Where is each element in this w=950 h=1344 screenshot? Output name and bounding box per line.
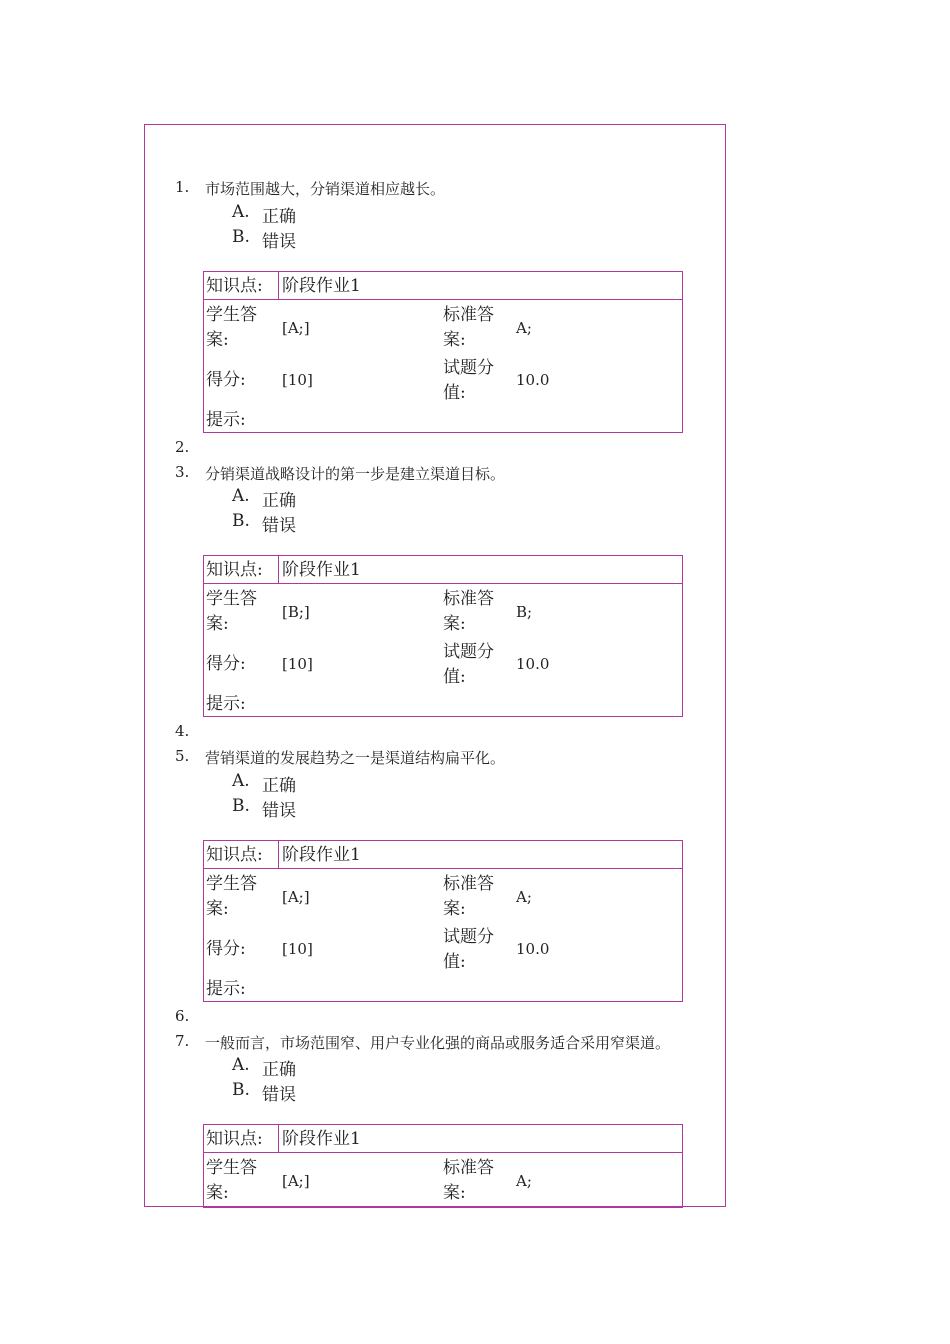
answer-info-table — [203, 555, 683, 717]
standard-answer-value: A; — [516, 319, 532, 337]
option-text: 错误 — [262, 801, 296, 821]
option-text: 正确 — [262, 491, 296, 511]
standard-answer-label-1: 标准答 — [443, 874, 494, 894]
hint-label: 提示: — [206, 410, 246, 430]
knowledge-label: 知识点: — [206, 276, 263, 296]
option-text: 错误 — [262, 1085, 296, 1105]
student-answer-label-1: 学生答 — [206, 874, 257, 894]
option-text: 正确 — [262, 776, 296, 796]
value-label-2: 值: — [443, 667, 466, 687]
option-text: 错误 — [262, 232, 296, 252]
standard-answer-label-2: 案: — [443, 614, 466, 634]
score-label: 得分: — [206, 654, 246, 674]
student-answer-label-2: 案: — [206, 899, 229, 919]
knowledge-label: 知识点: — [206, 560, 263, 580]
hint-label: 提示: — [206, 979, 246, 999]
standard-answer-label-1: 标准答 — [443, 589, 494, 609]
value-label-2: 值: — [443, 952, 466, 972]
student-answer-value: [A;] — [282, 888, 310, 906]
student-answer-label-2: 案: — [206, 1183, 229, 1203]
option-text: 正确 — [262, 1060, 296, 1080]
student-answer-label-2: 案: — [206, 614, 229, 634]
question-number: 7. — [175, 1032, 190, 1050]
value-label-1: 试题分 — [443, 358, 494, 378]
standard-answer-label-2: 案: — [443, 1183, 466, 1203]
question-text: 市场范围越大，分销渠道相应越长。 — [205, 180, 446, 198]
value-label-1: 试题分 — [443, 642, 494, 662]
option-letter: A. — [232, 1055, 250, 1075]
knowledge-label: 知识点: — [206, 1129, 263, 1149]
option-letter: A. — [232, 486, 250, 506]
answer-info-table — [203, 840, 683, 1002]
option-letter: B. — [232, 1080, 250, 1100]
student-answer-value: [A;] — [282, 319, 310, 337]
value-label-1: 试题分 — [443, 927, 494, 947]
question-number: 4. — [175, 722, 190, 740]
standard-answer-value: A; — [516, 1172, 532, 1190]
value-value: 10.0 — [516, 655, 550, 673]
standard-answer-label-1: 标准答 — [443, 305, 494, 325]
option-letter: B. — [232, 227, 250, 247]
score-value: [10] — [282, 371, 313, 389]
option-letter: A. — [232, 771, 250, 791]
option-letter: B. — [232, 796, 250, 816]
knowledge-value: 阶段作业1 — [282, 560, 361, 580]
standard-answer-label-2: 案: — [443, 899, 466, 919]
question-number: 2. — [175, 438, 190, 456]
student-answer-label-1: 学生答 — [206, 305, 257, 325]
answer-info-table — [203, 271, 683, 433]
value-label-2: 值: — [443, 383, 466, 403]
knowledge-value: 阶段作业1 — [282, 276, 361, 296]
score-label: 得分: — [206, 370, 246, 390]
student-answer-label-1: 学生答 — [206, 589, 257, 609]
score-label: 得分: — [206, 939, 246, 959]
question-number: 3. — [175, 463, 190, 481]
option-letter: A. — [232, 202, 250, 222]
question-number: 1. — [175, 178, 190, 196]
answer-info-table — [203, 1124, 683, 1208]
question-text: 营销渠道的发展趋势之一是渠道结构扁平化。 — [205, 749, 506, 767]
standard-answer-value: B; — [516, 603, 533, 621]
option-text: 正确 — [262, 207, 296, 227]
question-text: 一般而言，市场范围窄、用户专业化强的商品或服务适合采用窄渠道。 — [205, 1034, 671, 1052]
student-answer-value: [A;] — [282, 1172, 310, 1190]
score-value: [10] — [282, 655, 313, 673]
student-answer-label-2: 案: — [206, 330, 229, 350]
knowledge-label: 知识点: — [206, 845, 263, 865]
option-text: 错误 — [262, 516, 296, 536]
knowledge-value: 阶段作业1 — [282, 1129, 361, 1149]
value-value: 10.0 — [516, 371, 550, 389]
standard-answer-label-2: 案: — [443, 330, 466, 350]
hint-label: 提示: — [206, 694, 246, 714]
question-number: 5. — [175, 747, 190, 765]
option-letter: B. — [232, 511, 250, 531]
student-answer-value: [B;] — [282, 603, 310, 621]
student-answer-label-1: 学生答 — [206, 1158, 257, 1178]
standard-answer-value: A; — [516, 888, 532, 906]
question-text: 分销渠道战略设计的第一步是建立渠道目标。 — [205, 465, 506, 483]
value-value: 10.0 — [516, 940, 550, 958]
knowledge-value: 阶段作业1 — [282, 845, 361, 865]
standard-answer-label-1: 标准答 — [443, 1158, 494, 1178]
question-number: 6. — [175, 1007, 190, 1025]
score-value: [10] — [282, 940, 313, 958]
